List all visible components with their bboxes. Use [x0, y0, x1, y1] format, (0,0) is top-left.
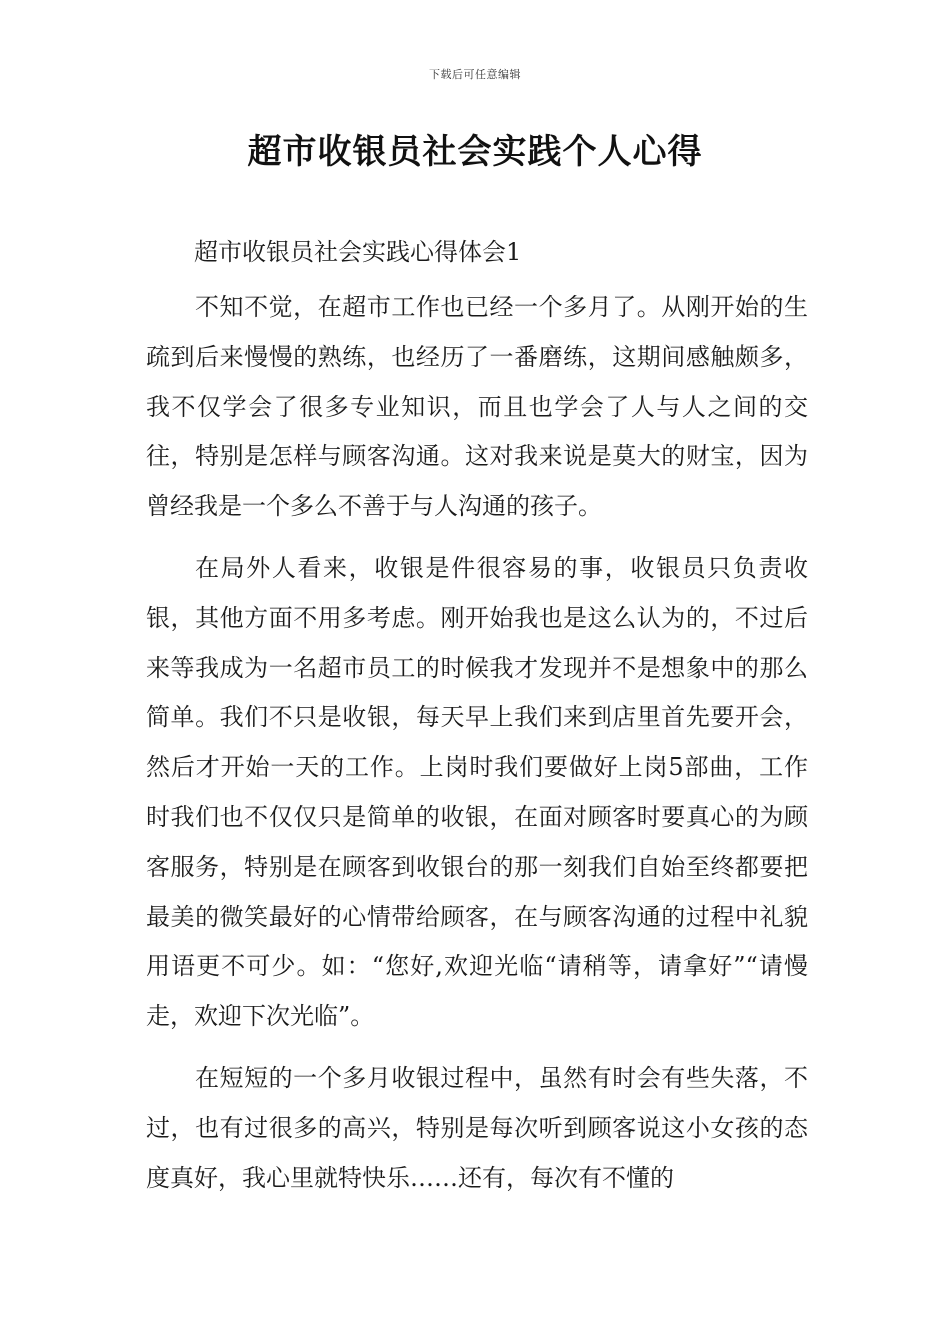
document-title: 超市收银员社会实践个人心得: [247, 132, 703, 172]
section-subtitle: 超市收银员社会实践心得体会1: [194, 238, 522, 266]
header-note: 下载后可任意编辑: [429, 68, 521, 81]
paragraph: 在短短的一个多月收银过程中，虽然有时会有些失落，不过，也有过很多的高兴，特别是每次听到顾客说这小女孩的态度真好，我心里就特快乐……还有，每次有不懂的: [146, 1063, 808, 1192]
paragraph: 不知不觉，在超市工作也已经一个多月了。从刚开始的生疏到后来慢慢的熟练，也经历了一番磨练，这期间感触颇多，我不仅学会了很多专业知识，而且也学会了人与人之间的交往，特别是怎样与顾客沟通。这对我来说是莫大的财宝，因为曾经我是一个多么不善于与人沟通的孩子。: [146, 293, 808, 521]
document-body: [146, 227, 808, 1215]
paragraph: 在局外人看来，收银是件很容易的事，收银员只负责收银，其他方面不用多考虑。刚开始我也是这么认为的，不过后来等我成为一名超市员工的时候我才发现并不是想象中的那么简单。我们不只是收银，每天早上我们来到店里首先要开会，然后才开始一天的工作。上岗时我们要做好上岗5部曲，工作时我们也不仅仅只是简单的收银，在面对顾客时要真心的为顾客服务，特别是在顾客到收银台的那一刻我们自始至终都要把最美的微笑最好的心情带给顾客，在与顾客沟通的过程中礼貌用语更不可少。如：“您好,欢迎光临“请稍等，请拿好”“请慢走，欢迎下次光临”。: [146, 553, 808, 1031]
